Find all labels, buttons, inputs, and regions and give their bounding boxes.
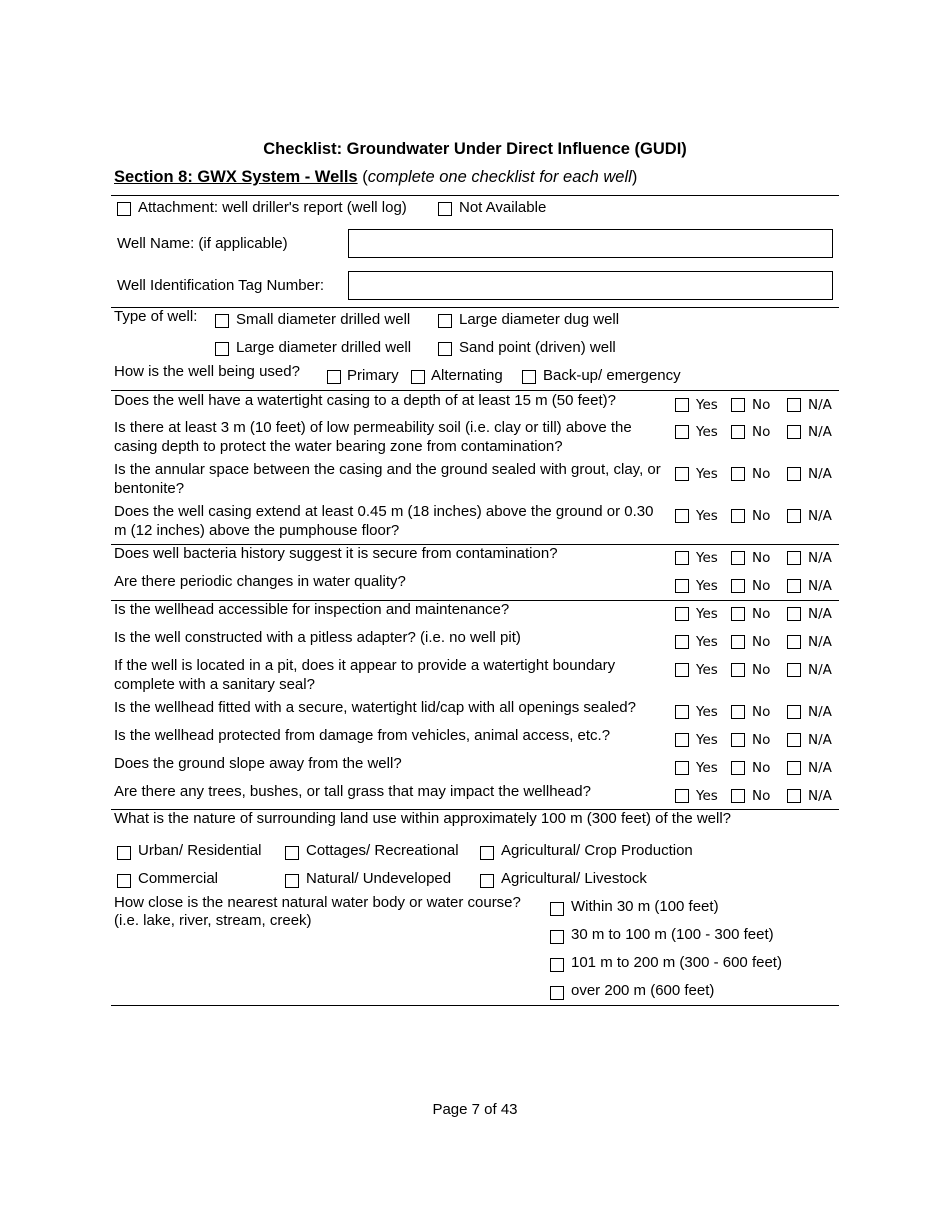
- question-text: Are there any trees, bushes, or tall grass that may impact the wellhead?: [114, 783, 591, 800]
- answer-label-no: No: [752, 397, 771, 413]
- water-body-over-200m-checkbox[interactable]: [550, 986, 564, 1000]
- water-body-option: 101 m to 200 m (300 - 600 feet): [571, 954, 782, 971]
- question-5-yes-checkbox[interactable]: [675, 551, 689, 565]
- question-10-no-checkbox[interactable]: [731, 705, 745, 719]
- question-9-na-checkbox[interactable]: [787, 663, 801, 677]
- water-body-option: Within 30 m (100 feet): [571, 898, 719, 915]
- question-8-na-checkbox[interactable]: [787, 635, 801, 649]
- well-use-alternating-checkbox[interactable]: [411, 370, 425, 384]
- question-13-no-checkbox[interactable]: [731, 789, 745, 803]
- well-use-option: Alternating: [431, 367, 503, 384]
- question-6-yes-checkbox[interactable]: [675, 579, 689, 593]
- question-text: Is the annular space between the casing and the ground sealed with grout, clay, or bentonite?: [114, 461, 661, 497]
- question-text: Does the well have a watertight casing to a depth of at least 15 m (50 feet)?: [114, 392, 616, 409]
- land-use-cottages-checkbox[interactable]: [285, 846, 299, 860]
- question-3-na-checkbox[interactable]: [787, 467, 801, 481]
- well-type-option: Small diameter drilled well: [236, 311, 411, 328]
- question-text: Is the well constructed with a pitless adapter? (i.e. no well pit): [114, 629, 521, 646]
- answer-label-na: N/A: [808, 508, 832, 524]
- well-type-label: Type of well:: [114, 308, 198, 325]
- question-7-no-checkbox[interactable]: [731, 607, 745, 621]
- question-7-na-checkbox[interactable]: [787, 607, 801, 621]
- answer-label-na: N/A: [808, 788, 832, 804]
- not-available-label: Not Available: [459, 199, 547, 216]
- land-use-natural-checkbox[interactable]: [285, 874, 299, 888]
- question-4-yes-checkbox[interactable]: [675, 509, 689, 523]
- answer-label-no: No: [752, 760, 771, 776]
- answer-label-na: N/A: [808, 397, 832, 413]
- answer-label-na: N/A: [808, 424, 832, 440]
- section-subtitle: complete one checklist for each well: [367, 168, 632, 186]
- answer-label-no: No: [752, 424, 771, 440]
- land-use-question: What is the nature of surrounding land use within approximately 100 m (300 feet) of the well?: [114, 810, 732, 827]
- question-10-yes-checkbox[interactable]: [675, 705, 689, 719]
- answer-label-yes: Yes: [696, 578, 718, 594]
- well-use-backup-checkbox[interactable]: [522, 370, 536, 384]
- answer-label-yes: Yes: [696, 760, 718, 776]
- question-7-yes-checkbox[interactable]: [675, 607, 689, 621]
- answer-label-na: N/A: [808, 606, 832, 622]
- question-text: Does the ground slope away from the well?: [114, 755, 402, 772]
- question-12-no-checkbox[interactable]: [731, 761, 745, 775]
- land-use-option: Agricultural/ Crop Production: [501, 842, 693, 859]
- answer-label-no: No: [752, 732, 771, 748]
- question-text: Are there periodic changes in water quality?: [114, 573, 406, 590]
- water-body-question: How close is the nearest natural water body or water course?: [114, 894, 521, 911]
- question-8-yes-checkbox[interactable]: [675, 635, 689, 649]
- question-11-yes-checkbox[interactable]: [675, 733, 689, 747]
- answer-label-no: No: [752, 662, 771, 678]
- land-use-option: Natural/ Undeveloped: [306, 870, 452, 887]
- question-text: Does the well casing extend at least 0.45 m (18 inches) above the ground or 0.30 m (12 inches) above the pumphouse floor?: [114, 503, 654, 539]
- answer-label-no: No: [752, 634, 771, 650]
- divider: [111, 195, 839, 196]
- answer-label-na: N/A: [808, 704, 832, 720]
- answer-label-yes: Yes: [696, 397, 718, 413]
- answer-label-yes: Yes: [696, 508, 718, 524]
- well-type-option: Large diameter dug well: [459, 311, 620, 328]
- question-6-na-checkbox[interactable]: [787, 579, 801, 593]
- answer-label-na: N/A: [808, 550, 832, 566]
- question-text: Is the wellhead fitted with a secure, watertight lid/cap with all openings sealed?: [114, 699, 636, 716]
- water-body-30-100m-checkbox[interactable]: [550, 930, 564, 944]
- question-text: If the well is located in a pit, does it appear to provide a watertight boundary complete with a sanitary seal?: [114, 657, 616, 693]
- answer-label-na: N/A: [808, 662, 832, 678]
- subtitle-close-paren: ): [631, 168, 638, 186]
- answer-label-yes: Yes: [696, 606, 718, 622]
- water-body-option: over 200 m (600 feet): [571, 982, 715, 999]
- question-9-yes-checkbox[interactable]: [675, 663, 689, 677]
- answer-label-yes: Yes: [696, 634, 718, 650]
- question-text: Does well bacteria history suggest it is secure from contamination?: [114, 545, 558, 562]
- answer-label-yes: Yes: [696, 662, 718, 678]
- land-use-option: Commercial: [138, 870, 219, 887]
- not-available-checkbox[interactable]: [438, 202, 452, 216]
- question-1-yes-checkbox[interactable]: [675, 398, 689, 412]
- water-body-101-200m-checkbox[interactable]: [550, 958, 564, 972]
- question-2-no-checkbox[interactable]: [731, 425, 745, 439]
- answer-label-no: No: [752, 788, 771, 804]
- answer-label-na: N/A: [808, 760, 832, 776]
- well-use-option: Back-up/ emergency: [543, 367, 681, 384]
- attachment-checkbox[interactable]: [117, 202, 131, 216]
- question-4-na-checkbox[interactable]: [787, 509, 801, 523]
- well-type-small-drilled-checkbox[interactable]: [215, 314, 229, 328]
- land-use-commercial-checkbox[interactable]: [117, 874, 131, 888]
- answer-label-yes: Yes: [696, 732, 718, 748]
- water-body-option: 30 m to 100 m (100 - 300 feet): [571, 926, 774, 943]
- question-5-na-checkbox[interactable]: [787, 551, 801, 565]
- well-tag-input[interactable]: [348, 271, 833, 300]
- well-type-large-dug-checkbox[interactable]: [438, 314, 452, 328]
- answer-label-yes: Yes: [696, 788, 718, 804]
- answer-label-yes: Yes: [696, 550, 718, 566]
- well-use-label: How is the well being used?: [114, 363, 300, 380]
- question-1-na-checkbox[interactable]: [787, 398, 801, 412]
- question-8-no-checkbox[interactable]: [731, 635, 745, 649]
- land-use-urban-checkbox[interactable]: [117, 846, 131, 860]
- question-4-no-checkbox[interactable]: [731, 509, 745, 523]
- well-use-primary-checkbox[interactable]: [327, 370, 341, 384]
- question-2-yes-checkbox[interactable]: [675, 425, 689, 439]
- divider: [111, 1005, 839, 1006]
- subtitle-open-paren: (: [362, 168, 368, 186]
- question-11-na-checkbox[interactable]: [787, 733, 801, 747]
- well-name-input[interactable]: [348, 229, 833, 258]
- section-heading: [114, 168, 637, 187]
- question-13-na-checkbox[interactable]: [787, 789, 801, 803]
- well-type-option: Sand point (driven) well: [459, 339, 616, 356]
- question-3-no-checkbox[interactable]: [731, 467, 745, 481]
- question-6-no-checkbox[interactable]: [731, 579, 745, 593]
- land-use-option: Cottages/ Recreational: [306, 842, 459, 859]
- divider: [111, 307, 839, 308]
- question-3-yes-checkbox[interactable]: [675, 467, 689, 481]
- answer-label-yes: Yes: [696, 704, 718, 720]
- well-name-label: Well Name: (if applicable): [117, 235, 288, 252]
- answer-label-na: N/A: [808, 634, 832, 650]
- answer-label-no: No: [752, 550, 771, 566]
- answer-label-na: N/A: [808, 578, 832, 594]
- land-use-option: Agricultural/ Livestock: [501, 870, 647, 887]
- question-5-no-checkbox[interactable]: [731, 551, 745, 565]
- question-12-yes-checkbox[interactable]: [675, 761, 689, 775]
- question-13-yes-checkbox[interactable]: [675, 789, 689, 803]
- land-use-livestock-checkbox[interactable]: [480, 874, 494, 888]
- water-body-within-30m-checkbox[interactable]: [550, 902, 564, 916]
- well-type-option: Large diameter drilled well: [236, 339, 412, 356]
- answer-label-yes: Yes: [696, 466, 718, 482]
- question-9-no-checkbox[interactable]: [731, 663, 745, 677]
- answer-label-no: No: [752, 606, 771, 622]
- well-tag-label: Well Identification Tag Number:: [117, 277, 325, 294]
- answer-label-no: No: [752, 508, 771, 524]
- attachment-label: Attachment: well driller's report (well log): [138, 199, 407, 216]
- water-body-question-note: (i.e. lake, river, stream, creek): [114, 912, 312, 929]
- answer-label-na: N/A: [808, 466, 832, 482]
- question-10-na-checkbox[interactable]: [787, 705, 801, 719]
- page-title: Checklist: Groundwater Under Direct Influence (GUDI): [263, 140, 687, 158]
- well-type-large-drilled-checkbox[interactable]: [215, 342, 229, 356]
- answer-label-yes: Yes: [696, 424, 718, 440]
- page-number: Page 7 of 43: [432, 1101, 518, 1118]
- well-use-option: Primary: [347, 367, 399, 384]
- land-use-crop-checkbox[interactable]: [480, 846, 494, 860]
- land-use-option: Urban/ Residential: [138, 842, 262, 859]
- question-2-na-checkbox[interactable]: [787, 425, 801, 439]
- answer-label-no: No: [752, 466, 771, 482]
- well-type-sand-point-checkbox[interactable]: [438, 342, 452, 356]
- question-1-no-checkbox[interactable]: [731, 398, 745, 412]
- answer-label-na: N/A: [808, 732, 832, 748]
- answer-label-no: No: [752, 704, 771, 720]
- section-title: Section 8: GWX System - Wells: [114, 168, 358, 186]
- question-11-no-checkbox[interactable]: [731, 733, 745, 747]
- question-text: Is there at least 3 m (10 feet) of low permeability soil (i.e. clay or till) above the casing depth to protect the water bearing zone from contamination?: [114, 419, 632, 455]
- question-text: Is the wellhead accessible for inspection and maintenance?: [114, 601, 510, 618]
- question-12-na-checkbox[interactable]: [787, 761, 801, 775]
- answer-label-no: No: [752, 578, 771, 594]
- question-text: Is the wellhead protected from damage from vehicles, animal access, etc.?: [114, 727, 611, 744]
